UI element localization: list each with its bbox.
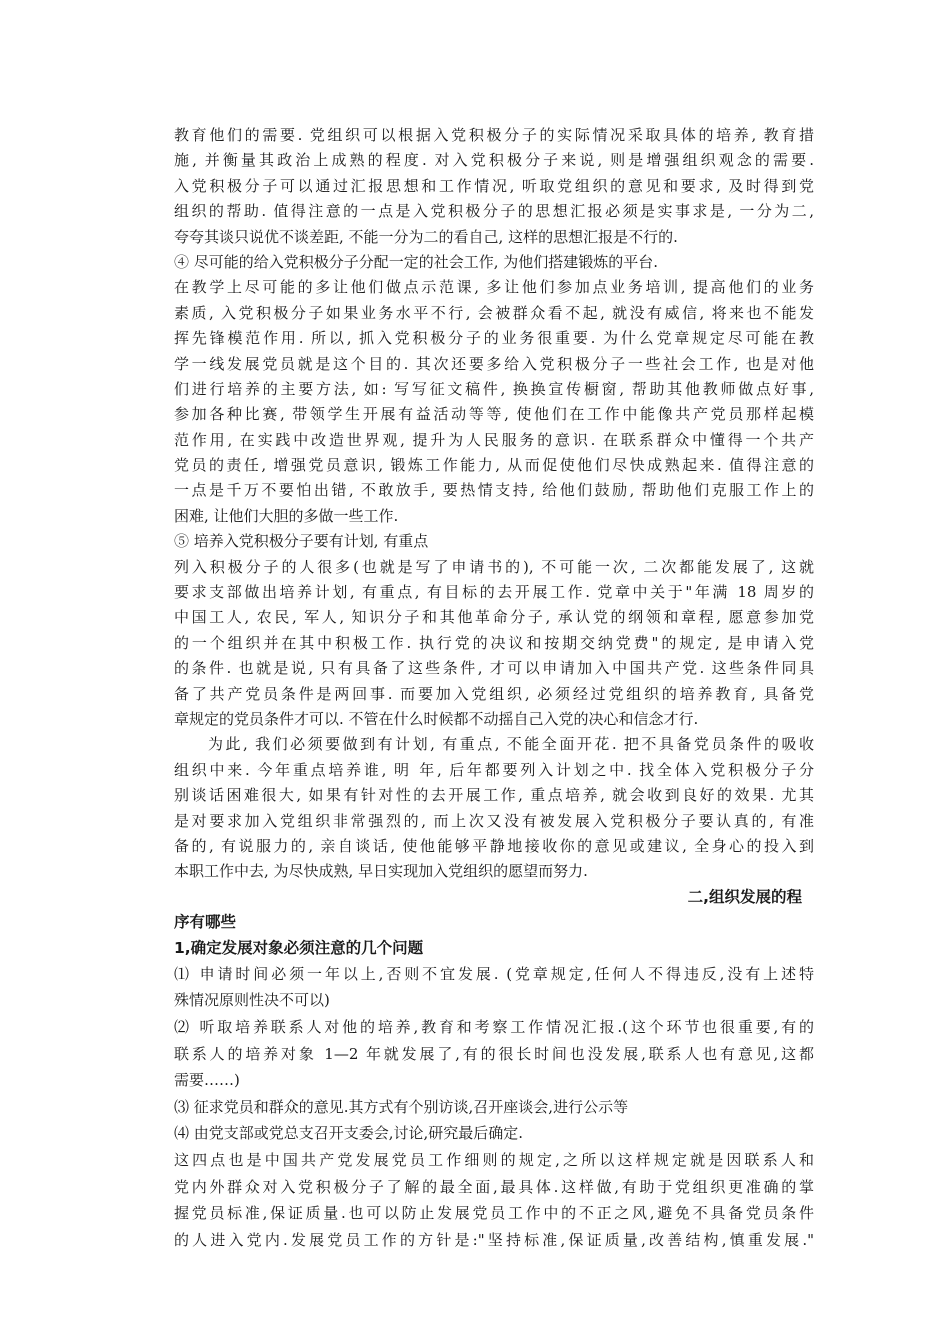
paragraph-line: 备了共产党员条件是两回事. 而要加入党组织, 必须经过党组织的培养教育, 具备党: [174, 684, 814, 703]
list-heading-4: ④ 尽可能的给入党积极分子分配一定的社会工作, 为他们搭建锻炼的平台.: [174, 252, 659, 271]
document-page: [174, 123, 814, 1253]
paragraph-line: 的条件. 也就是说, 只有具备了这些条件, 才可以申请加入中国共产党. 这些条件同具: [174, 659, 814, 678]
paragraph-line: 列入积极分子的人很多(也就是写了申请书的), 不可能一次, 二次都能发展了, 这就: [174, 557, 814, 576]
paragraph-line: 别谈话困难很大, 如果有针对性的去开展工作, 重点培养, 就会收到良好的效果. 尤其: [174, 786, 814, 805]
paragraph-line: 教育他们的需要. 党组织可以根据入党积极分子的实际情况采取具体的培养, 教育措: [174, 126, 814, 144]
paragraph-line: 范作用, 在实践中改造世界观, 提升为人民服务的意识. 在联系群众中懂得一个共产: [174, 430, 814, 449]
paragraph-line: 在教学上尽可能的多让他们做点示范课, 多让他们参加点业务培训, 提高他们的业务: [174, 278, 814, 297]
paragraph-line: ⑶ 征求党员和群众的意见.其方式有个别访谈,召开座谈会,进行公示等: [174, 1097, 629, 1116]
section-heading-part2: 序有哪些: [174, 913, 237, 932]
paragraph-line: 章规定的党员条件才可以. 不管在什么时候都不动摇自己入党的决心和信念才行.: [174, 709, 699, 728]
paragraph-line: 组织中来. 今年重点培养谁, 明 年, 后年都要列入计划之中. 找全体入党积极分子分: [174, 760, 814, 779]
paragraph-line: 这四点也是中国共产党发展党员工作细则的规定,之所以这样规定就是因联系人和: [174, 1151, 814, 1170]
paragraph-line: 殊情况原则性决不可以): [174, 991, 330, 1010]
paragraph-line: 的一个组织并在其中积极工作. 执行党的决议和按期交纳党费"的规定, 是申请入党: [174, 633, 814, 652]
paragraph-line: 本职工作中去, 为尽快成熟, 早日实现加入党组织的愿望而努力.: [174, 862, 588, 881]
paragraph-line: 们进行培养的主要方法, 如: 写写征文稿件, 换换宣传橱窗, 帮助其他教师做点好事,: [174, 379, 814, 398]
paragraph-line: 党内外群众对入党积极分子了解的最全面,最具体.这样做,有助于党组织更准确的掌: [174, 1177, 814, 1196]
paragraph-line: 一点是千万不要怕出错, 不敢放手, 要热情支持, 给他们鼓励, 帮助他们克服工作上的: [174, 481, 814, 500]
paragraph-line: 联系人的培养对象 1—2 年就发展了,有的很长时间也没发展,联系人也有意见,这都: [174, 1044, 814, 1063]
paragraph-line: 为此, 我们必须要做到有计划, 有重点, 不能全面开花. 把不具备党员条件的吸收: [208, 735, 814, 754]
paragraph-line: 施, 并衡量其政治上成熟的程度. 对入党积极分子来说, 则是增强组织观念的需要.: [174, 151, 814, 170]
body-section-1: [174, 123, 814, 885]
subsection-heading: 1,确定发展对象必须注意的几个问题: [174, 938, 424, 957]
paragraph-line: 握党员标准,保证质量.也可以防止发展党员工作中的不正之风,避免不具备党员条件: [174, 1204, 814, 1223]
paragraph-line: 党员的责任, 增强党员意识, 锻炼工作能力, 从而促使他们尽快成熟起来. 值得注意的: [174, 456, 814, 475]
section-heading-part1: 二,组织发展的程: [687, 887, 802, 906]
paragraph-line: 挥先锋模范作用. 所以, 抓入党积极分子的业务很重要. 为什么党章规定尽可能在教: [174, 329, 814, 348]
paragraph-line: 中国工人, 农民, 军人, 知识分子和其他革命分子, 承认党的纲领和章程, 愿意参加党: [174, 608, 814, 627]
paragraph-line: ⑵ 听取培养联系人对他的培养,教育和考察工作情况汇报.(这个环节也很重要,有的: [174, 1018, 814, 1037]
paragraph-line: 备的, 有说服力的, 亲自谈话, 使他能够平静地接收你的意见或建议, 全身心的投入到: [174, 836, 814, 855]
list-heading-5: ⑤ 培养入党积极分子要有计划, 有重点: [174, 532, 429, 551]
paragraph-line: 需要……): [174, 1071, 240, 1090]
paragraph-line: 困难, 让他们大胆的多做一些工作.: [174, 506, 399, 525]
paragraph-line: 素质, 入党积极分子如果业务水平不行, 会被群众看不起, 就没有威信, 将来也不能发: [174, 303, 814, 322]
paragraph-line: 的人进入党内.发展党员工作的方针是:"坚持标准,保证质量,改善结构,慎重发展.": [174, 1230, 814, 1249]
paragraph-line: 组织的帮助. 值得注意的一点是入党积极分子的思想汇报必须是实事求是, 一分为二,: [174, 202, 814, 221]
body-section-2: [174, 961, 814, 1254]
paragraph-line: 学一线发展党员就是这个目的. 其次还要多给入党积极分子一些社会工作, 也是对他: [174, 354, 814, 373]
paragraph-line: 入党积极分子可以通过汇报思想和工作情况, 听取党组织的意见和要求, 及时得到党: [174, 176, 814, 195]
paragraph-line: 参加各种比赛, 带领学生开展有益活动等等, 使他们在工作中能像共产党员那样起模: [174, 405, 814, 424]
paragraph-line: 是对要求加入党组织非常强烈的, 而上次又没有被发展入党积极分子要认真的, 有准: [174, 811, 814, 830]
paragraph-line: 要求支部做出培养计划, 有重点, 有目标的去开展工作. 党章中关于"年满 18 周岁的: [174, 583, 814, 602]
paragraph-line: 夸夸其谈只说优不谈差距, 不能一分为二的看自己, 这样的思想汇报是不行的.: [174, 227, 678, 246]
paragraph-line: ⑷ 由党支部或党总支召开支委会,讨论,研究最后确定.: [174, 1124, 524, 1143]
paragraph-line: ⑴ 申请时间必须一年以上,否则不宜发展. (党章规定,任何人不得违反,没有上述特: [174, 964, 814, 983]
